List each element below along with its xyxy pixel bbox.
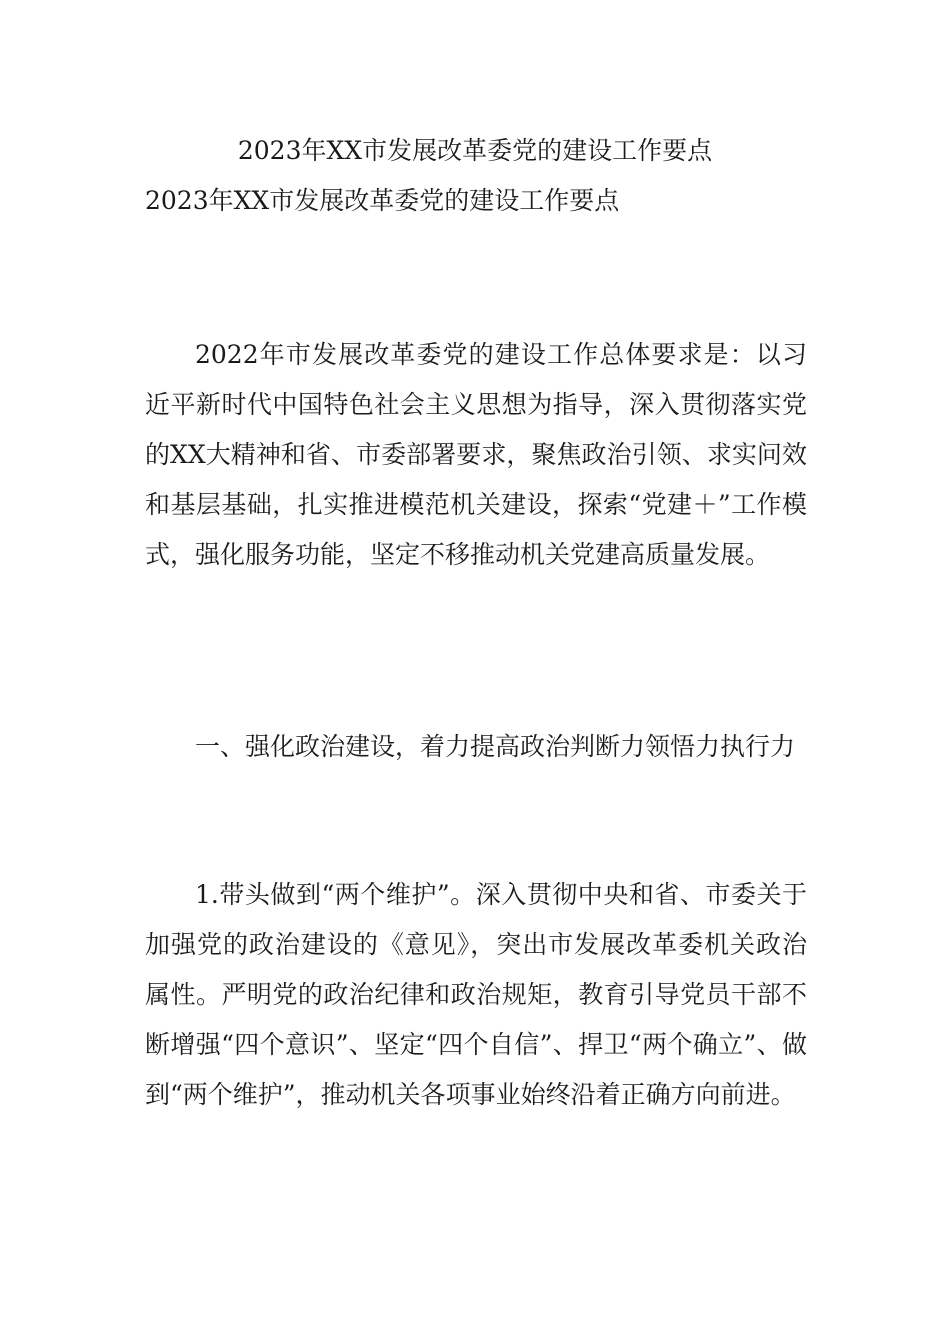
- intro-paragraph: 2022年市发展改革委党的建设工作总体要求是：以习近平新时代中国特色社会主义思想为指导，深入贯彻落实党的XX大精神和省、市委部署要求，聚焦政治引领、求实问效和基层基础，扎实推进模范机关建设，探索“党建＋”工作模式，强化服务功能，坚定不移推动机关党建高质量发展。: [145, 340, 807, 569]
- section-heading: 一、强化政治建设，着力提高政治判断力领悟力执行力: [195, 732, 796, 761]
- document-title: 2023年XX市发展改革委党的建设工作要点: [237, 136, 713, 165]
- document-subtitle: 2023年XX市发展改革委党的建设工作要点: [145, 186, 620, 215]
- item-paragraph-1: 1.带头做到“两个维护”。深入贯彻中央和省、市委关于加强党的政治建设的《意见》，突出市发展改革委机关政治属性。严明党的政治纪律和政治规矩，教育引导党员干部不断增强“四个意识”、坚定“四个自信”、捍卫“两个确立”、做到“两个维护”，推动机关各项事业始终沿着正确方向前进。: [145, 880, 807, 1109]
